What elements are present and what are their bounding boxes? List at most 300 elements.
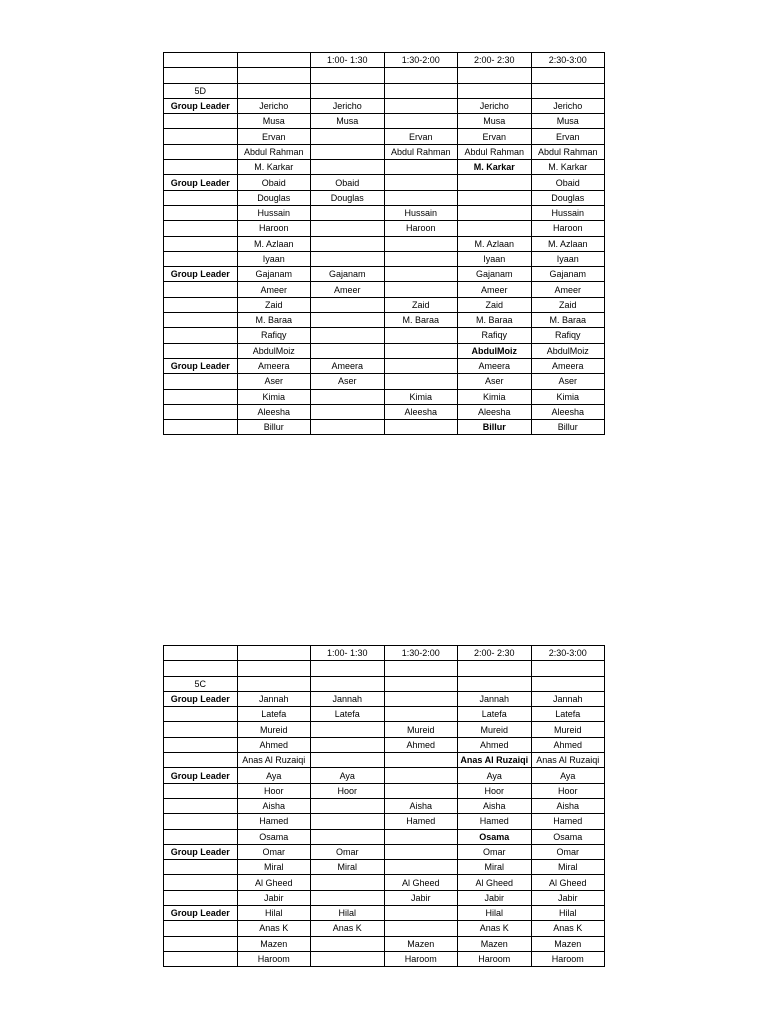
- name-cell: [384, 374, 458, 389]
- name-cell: [458, 190, 532, 205]
- name-cell: Aisha: [384, 798, 458, 813]
- name-cell: [311, 129, 385, 144]
- name-cell: Billur: [531, 420, 605, 435]
- row-label-cell: Group Leader: [164, 691, 238, 706]
- table-row: [164, 783, 605, 798]
- name-cell: M. Karkar: [458, 160, 532, 175]
- name-cell: Anas Al Ruzaiqi: [237, 753, 311, 768]
- name-cell: Hussain: [384, 205, 458, 220]
- table-row: [164, 114, 605, 129]
- time-slot-header: 2:00- 2:30: [458, 646, 532, 661]
- name-cell: [458, 68, 532, 83]
- name-cell: Mazen: [458, 936, 532, 951]
- row-label-cell: [164, 129, 238, 144]
- name-cell: Aisha: [458, 798, 532, 813]
- name-cell: Latefa: [311, 707, 385, 722]
- name-cell: Omar: [311, 844, 385, 859]
- name-cell: Aisha: [237, 798, 311, 813]
- name-cell: [237, 68, 311, 83]
- name-cell: Osama: [458, 829, 532, 844]
- name-cell: Hilal: [531, 906, 605, 921]
- row-label-cell: Group Leader: [164, 906, 238, 921]
- table-row: [164, 313, 605, 328]
- name-cell: [311, 236, 385, 251]
- name-cell: Aya: [311, 768, 385, 783]
- time-slot-header: 2:30-3:00: [531, 53, 605, 68]
- row-label-cell: [164, 236, 238, 251]
- name-cell: [237, 83, 311, 98]
- name-cell: [384, 98, 458, 113]
- name-cell: Musa: [237, 114, 311, 129]
- time-slot-header: [237, 646, 311, 661]
- row-label-cell: [164, 753, 238, 768]
- time-slot-header: 2:00- 2:30: [458, 53, 532, 68]
- name-cell: Jannah: [237, 691, 311, 706]
- time-slot-header: 1:30-2:00: [384, 646, 458, 661]
- name-cell: Zaid: [237, 297, 311, 312]
- row-label-cell: [164, 68, 238, 83]
- name-cell: Osama: [237, 829, 311, 844]
- row-label-cell: [164, 875, 238, 890]
- name-cell: Aser: [311, 374, 385, 389]
- name-cell: M. Baraa: [531, 313, 605, 328]
- name-cell: [311, 404, 385, 419]
- name-cell: [384, 829, 458, 844]
- time-slot-header: 1:00- 1:30: [311, 53, 385, 68]
- table-row: [164, 267, 605, 282]
- name-cell: Ahmed: [237, 737, 311, 752]
- name-cell: [458, 205, 532, 220]
- table-row: [164, 175, 605, 190]
- name-cell: [311, 936, 385, 951]
- table-row: [164, 389, 605, 404]
- row-label-cell: [164, 646, 238, 661]
- name-cell: Mureid: [384, 722, 458, 737]
- name-cell: [311, 68, 385, 83]
- table-row: [164, 768, 605, 783]
- name-cell: Ahmed: [384, 737, 458, 752]
- name-cell: Miral: [531, 860, 605, 875]
- name-cell: Billur: [237, 420, 311, 435]
- name-cell: Aleesha: [531, 404, 605, 419]
- name-cell: Al Gheed: [531, 875, 605, 890]
- row-label-cell: [164, 783, 238, 798]
- name-cell: [311, 875, 385, 890]
- row-label-cell: Group Leader: [164, 358, 238, 373]
- table-row: [164, 753, 605, 768]
- name-cell: Zaid: [531, 297, 605, 312]
- row-label-cell: [164, 921, 238, 936]
- name-cell: Ameer: [458, 282, 532, 297]
- name-cell: Hilal: [237, 906, 311, 921]
- name-cell: Hoor: [237, 783, 311, 798]
- table-row: [164, 844, 605, 859]
- name-cell: [311, 676, 385, 691]
- row-label-cell: [164, 205, 238, 220]
- row-label-cell: Group Leader: [164, 768, 238, 783]
- name-cell: Miral: [237, 860, 311, 875]
- name-cell: M. Baraa: [458, 313, 532, 328]
- table-row: [164, 691, 605, 706]
- table-row: [164, 374, 605, 389]
- name-cell: M. Azlaan: [458, 236, 532, 251]
- name-cell: Omar: [458, 844, 532, 859]
- name-cell: [311, 389, 385, 404]
- name-cell: [531, 676, 605, 691]
- name-cell: [384, 860, 458, 875]
- name-cell: Iyaan: [531, 251, 605, 266]
- table-row: [164, 129, 605, 144]
- name-cell: M. Baraa: [237, 313, 311, 328]
- name-cell: Haroon: [531, 221, 605, 236]
- row-label-cell: [164, 890, 238, 905]
- name-cell: Mazen: [384, 936, 458, 951]
- name-cell: [458, 661, 532, 676]
- name-cell: [458, 175, 532, 190]
- table-row: [164, 205, 605, 220]
- name-cell: Hilal: [458, 906, 532, 921]
- name-cell: [311, 221, 385, 236]
- table-row: [164, 68, 605, 83]
- name-cell: Ameera: [311, 358, 385, 373]
- name-cell: [384, 328, 458, 343]
- row-label-cell: [164, 951, 238, 966]
- name-cell: Hilal: [311, 906, 385, 921]
- name-cell: Jabir: [531, 890, 605, 905]
- name-cell: [311, 297, 385, 312]
- name-cell: Hussain: [531, 205, 605, 220]
- name-cell: Mazen: [237, 936, 311, 951]
- name-cell: Jericho: [311, 98, 385, 113]
- name-cell: [458, 221, 532, 236]
- name-cell: Aser: [237, 374, 311, 389]
- row-label-cell: [164, 420, 238, 435]
- name-cell: [311, 144, 385, 159]
- name-cell: [384, 190, 458, 205]
- table-row: [164, 358, 605, 373]
- table-row: [164, 814, 605, 829]
- name-cell: Haroom: [458, 951, 532, 966]
- row-label-cell: Group Leader: [164, 267, 238, 282]
- name-cell: [311, 160, 385, 175]
- table-row: [164, 53, 605, 68]
- name-cell: Abdul Rahman: [458, 144, 532, 159]
- name-cell: Billur: [458, 420, 532, 435]
- name-cell: Anas K: [531, 921, 605, 936]
- name-cell: Obaid: [311, 175, 385, 190]
- row-label-cell: [164, 860, 238, 875]
- row-label-cell: Group Leader: [164, 175, 238, 190]
- name-cell: Ervan: [237, 129, 311, 144]
- row-label-cell: [164, 722, 238, 737]
- name-cell: Osama: [531, 829, 605, 844]
- name-cell: Aleesha: [458, 404, 532, 419]
- name-cell: [384, 676, 458, 691]
- name-cell: [458, 83, 532, 98]
- name-cell: Jericho: [458, 98, 532, 113]
- name-cell: Ervan: [384, 129, 458, 144]
- name-cell: Mureid: [458, 722, 532, 737]
- name-cell: Haroon: [384, 221, 458, 236]
- name-cell: [311, 343, 385, 358]
- name-cell: [384, 844, 458, 859]
- name-cell: Hamed: [237, 814, 311, 829]
- name-cell: Abdul Rahman: [384, 144, 458, 159]
- name-cell: Aya: [531, 768, 605, 783]
- name-cell: [311, 251, 385, 266]
- name-cell: Iyaan: [237, 251, 311, 266]
- table-row: [164, 343, 605, 358]
- table-row: [164, 221, 605, 236]
- name-cell: [384, 783, 458, 798]
- name-cell: Kimia: [237, 389, 311, 404]
- row-label-cell: Group Leader: [164, 844, 238, 859]
- name-cell: [384, 661, 458, 676]
- name-cell: Anas K: [237, 921, 311, 936]
- name-cell: [311, 313, 385, 328]
- name-cell: Hamed: [531, 814, 605, 829]
- name-cell: Anas K: [311, 921, 385, 936]
- name-cell: [384, 175, 458, 190]
- name-cell: Gajanam: [458, 267, 532, 282]
- name-cell: Haroom: [384, 951, 458, 966]
- name-cell: Jabir: [384, 890, 458, 905]
- name-cell: Hoor: [311, 783, 385, 798]
- name-cell: Rafiqy: [531, 328, 605, 343]
- name-cell: [311, 951, 385, 966]
- name-cell: M. Baraa: [384, 313, 458, 328]
- name-cell: Musa: [311, 114, 385, 129]
- name-cell: Hamed: [384, 814, 458, 829]
- row-label-cell: [164, 389, 238, 404]
- name-cell: Ameer: [237, 282, 311, 297]
- table-row: [164, 921, 605, 936]
- name-cell: Al Gheed: [458, 875, 532, 890]
- name-cell: Ameer: [531, 282, 605, 297]
- name-cell: Musa: [458, 114, 532, 129]
- name-cell: [311, 890, 385, 905]
- time-slot-header: 1:00- 1:30: [311, 646, 385, 661]
- time-slot-header: [237, 53, 311, 68]
- name-cell: [311, 722, 385, 737]
- name-cell: AbdulMoiz: [237, 343, 311, 358]
- table-row: [164, 251, 605, 266]
- table-row: [164, 328, 605, 343]
- table-row: [164, 890, 605, 905]
- name-cell: Latefa: [237, 707, 311, 722]
- name-cell: Douglas: [237, 190, 311, 205]
- row-label-cell: [164, 251, 238, 266]
- name-cell: Ameera: [237, 358, 311, 373]
- name-cell: Rafiqy: [458, 328, 532, 343]
- row-label-cell: [164, 160, 238, 175]
- row-label-cell: [164, 661, 238, 676]
- row-label-cell: 5C: [164, 676, 238, 691]
- name-cell: Ahmed: [458, 737, 532, 752]
- name-cell: Gajanam: [237, 267, 311, 282]
- name-cell: Rafiqy: [237, 328, 311, 343]
- row-label-cell: [164, 282, 238, 297]
- name-cell: Obaid: [237, 175, 311, 190]
- name-cell: Aleesha: [384, 404, 458, 419]
- table-row: [164, 420, 605, 435]
- name-cell: [384, 921, 458, 936]
- name-cell: Omar: [531, 844, 605, 859]
- name-cell: [311, 328, 385, 343]
- name-cell: [384, 160, 458, 175]
- name-cell: [384, 707, 458, 722]
- name-cell: Jericho: [237, 98, 311, 113]
- name-cell: Jannah: [311, 691, 385, 706]
- table-row: [164, 798, 605, 813]
- row-label-cell: [164, 53, 238, 68]
- name-cell: [311, 814, 385, 829]
- table-row: [164, 676, 605, 691]
- name-cell: [311, 798, 385, 813]
- table-row: [164, 144, 605, 159]
- schedule-table-5c: [163, 645, 605, 967]
- name-cell: M. Karkar: [531, 160, 605, 175]
- name-cell: [384, 267, 458, 282]
- name-cell: Ameera: [458, 358, 532, 373]
- row-label-cell: [164, 144, 238, 159]
- name-cell: Gajanam: [311, 267, 385, 282]
- name-cell: [311, 205, 385, 220]
- name-cell: Jericho: [531, 98, 605, 113]
- table-row: [164, 236, 605, 251]
- name-cell: [311, 737, 385, 752]
- name-cell: Douglas: [531, 190, 605, 205]
- name-cell: Hussain: [237, 205, 311, 220]
- row-label-cell: Group Leader: [164, 98, 238, 113]
- name-cell: [384, 343, 458, 358]
- row-label-cell: [164, 829, 238, 844]
- table-row: [164, 737, 605, 752]
- name-cell: Kimia: [458, 389, 532, 404]
- name-cell: Anas K: [458, 921, 532, 936]
- name-cell: [384, 358, 458, 373]
- name-cell: Ervan: [458, 129, 532, 144]
- table-row: [164, 83, 605, 98]
- name-cell: [237, 661, 311, 676]
- name-cell: Haroom: [237, 951, 311, 966]
- name-cell: [311, 753, 385, 768]
- name-cell: AbdulMoiz: [531, 343, 605, 358]
- name-cell: Gajanam: [531, 267, 605, 282]
- table-row: [164, 661, 605, 676]
- name-cell: [531, 68, 605, 83]
- name-cell: Hoor: [458, 783, 532, 798]
- table-row: [164, 860, 605, 875]
- table-row: [164, 875, 605, 890]
- name-cell: Jannah: [458, 691, 532, 706]
- name-cell: [384, 251, 458, 266]
- name-cell: Douglas: [311, 190, 385, 205]
- name-cell: Latefa: [531, 707, 605, 722]
- name-cell: [384, 691, 458, 706]
- name-cell: AbdulMoiz: [458, 343, 532, 358]
- name-cell: [384, 420, 458, 435]
- table-row: [164, 282, 605, 297]
- name-cell: [237, 676, 311, 691]
- name-cell: Jabir: [237, 890, 311, 905]
- name-cell: [384, 753, 458, 768]
- name-cell: Mureid: [237, 722, 311, 737]
- name-cell: Ameera: [531, 358, 605, 373]
- row-label-cell: [164, 313, 238, 328]
- name-cell: Zaid: [384, 297, 458, 312]
- name-cell: [384, 83, 458, 98]
- name-cell: [311, 829, 385, 844]
- table-row: [164, 936, 605, 951]
- name-cell: Aisha: [531, 798, 605, 813]
- name-cell: [384, 282, 458, 297]
- name-cell: [531, 661, 605, 676]
- name-cell: Anas Al Ruzaiqi: [458, 753, 532, 768]
- name-cell: Zaid: [458, 297, 532, 312]
- schedule-table-5d: [163, 52, 605, 435]
- name-cell: Al Gheed: [384, 875, 458, 890]
- name-cell: Iyaan: [458, 251, 532, 266]
- row-label-cell: [164, 404, 238, 419]
- row-label-cell: [164, 707, 238, 722]
- table-row: [164, 160, 605, 175]
- name-cell: Musa: [531, 114, 605, 129]
- row-label-cell: [164, 374, 238, 389]
- table-row: [164, 404, 605, 419]
- row-label-cell: 5D: [164, 83, 238, 98]
- name-cell: Al Gheed: [237, 875, 311, 890]
- name-cell: Omar: [237, 844, 311, 859]
- time-slot-header: 1:30-2:00: [384, 53, 458, 68]
- name-cell: Jabir: [458, 890, 532, 905]
- table-row: [164, 906, 605, 921]
- name-cell: [384, 906, 458, 921]
- name-cell: Kimia: [384, 389, 458, 404]
- name-cell: M. Karkar: [237, 160, 311, 175]
- name-cell: Ervan: [531, 129, 605, 144]
- table-row: [164, 190, 605, 205]
- name-cell: Anas Al Ruzaiqi: [531, 753, 605, 768]
- row-label-cell: [164, 190, 238, 205]
- name-cell: [458, 676, 532, 691]
- name-cell: Ameer: [311, 282, 385, 297]
- row-label-cell: [164, 936, 238, 951]
- row-label-cell: [164, 221, 238, 236]
- name-cell: M. Azlaan: [237, 236, 311, 251]
- name-cell: M. Azlaan: [531, 236, 605, 251]
- name-cell: [384, 68, 458, 83]
- name-cell: Obaid: [531, 175, 605, 190]
- table-row: [164, 829, 605, 844]
- name-cell: Jannah: [531, 691, 605, 706]
- name-cell: Miral: [458, 860, 532, 875]
- table-row: [164, 646, 605, 661]
- row-label-cell: [164, 328, 238, 343]
- name-cell: Ahmed: [531, 737, 605, 752]
- name-cell: Abdul Rahman: [237, 144, 311, 159]
- row-label-cell: [164, 114, 238, 129]
- name-cell: Hoor: [531, 783, 605, 798]
- name-cell: [384, 236, 458, 251]
- name-cell: Kimia: [531, 389, 605, 404]
- row-label-cell: [164, 297, 238, 312]
- name-cell: Hamed: [458, 814, 532, 829]
- name-cell: Aleesha: [237, 404, 311, 419]
- row-label-cell: [164, 737, 238, 752]
- row-label-cell: [164, 814, 238, 829]
- name-cell: Aya: [237, 768, 311, 783]
